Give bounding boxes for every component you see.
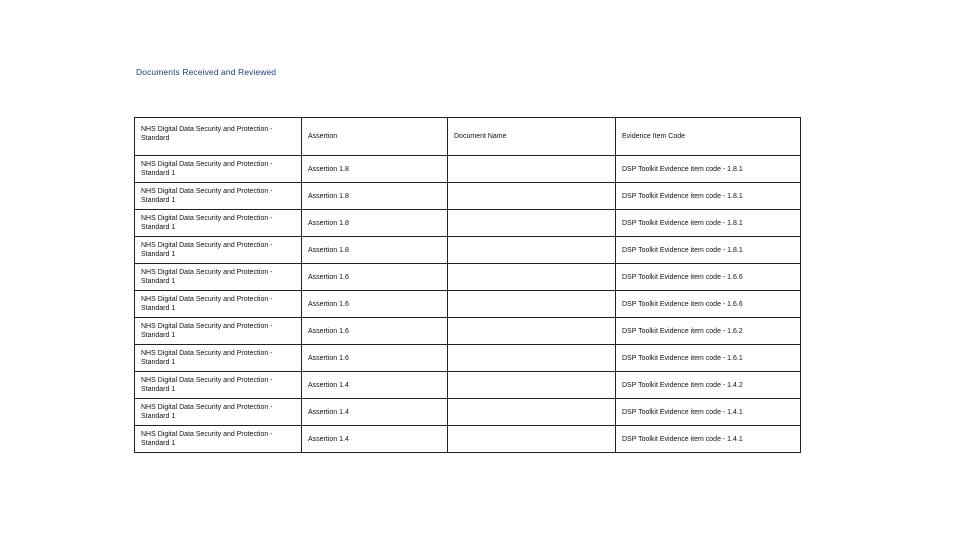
- cell-evidence-code: DSP Toolkit Evidence item code - 1.8.1: [616, 237, 801, 264]
- table-row: [135, 318, 801, 345]
- cell-document-name: [448, 426, 616, 453]
- cell-assertion: Assertion 1.4: [302, 426, 448, 453]
- table-row: [135, 264, 801, 291]
- cell-standard: NHS Digital Data Security and Protection - Standard 1: [135, 210, 302, 237]
- table-row: [135, 426, 801, 453]
- cell-assertion: Assertion 1.6: [302, 291, 448, 318]
- table-header-row: [135, 118, 801, 156]
- cell-evidence-code: DSP Toolkit Evidence item code - 1.6.1: [616, 345, 801, 372]
- table-row: [135, 237, 801, 264]
- cell-evidence-code: DSP Toolkit Evidence item code - 1.8.1: [616, 210, 801, 237]
- header-standard: NHS Digital Data Security and Protection - Standard: [135, 118, 302, 156]
- table-row: [135, 399, 801, 426]
- header-evidence-code: Evidence Item Code: [616, 118, 801, 156]
- cell-assertion: Assertion 1.6: [302, 345, 448, 372]
- cell-assertion: Assertion 1.8: [302, 156, 448, 183]
- table-row: [135, 210, 801, 237]
- cell-assertion: Assertion 1.6: [302, 264, 448, 291]
- cell-document-name: [448, 237, 616, 264]
- cell-standard: NHS Digital Data Security and Protection - Standard 1: [135, 264, 302, 291]
- cell-evidence-code: DSP Toolkit Evidence item code - 1.8.1: [616, 183, 801, 210]
- cell-evidence-code: DSP Toolkit Evidence item code - 1.4.1: [616, 426, 801, 453]
- cell-standard: NHS Digital Data Security and Protection - Standard 1: [135, 318, 302, 345]
- cell-assertion: Assertion 1.4: [302, 372, 448, 399]
- cell-document-name: [448, 372, 616, 399]
- cell-document-name: [448, 345, 616, 372]
- cell-document-name: [448, 318, 616, 345]
- cell-assertion: Assertion 1.8: [302, 210, 448, 237]
- cell-document-name: [448, 264, 616, 291]
- header-assertion: Assertion: [302, 118, 448, 156]
- cell-document-name: [448, 399, 616, 426]
- cell-assertion: Assertion 1.8: [302, 183, 448, 210]
- cell-assertion: Assertion 1.6: [302, 318, 448, 345]
- table-row: [135, 156, 801, 183]
- cell-standard: NHS Digital Data Security and Protection - Standard 1: [135, 372, 302, 399]
- cell-assertion: Assertion 1.4: [302, 399, 448, 426]
- header-document-name: Document Name: [448, 118, 616, 156]
- cell-standard: NHS Digital Data Security and Protection - Standard 1: [135, 399, 302, 426]
- cell-standard: NHS Digital Data Security and Protection - Standard 1: [135, 426, 302, 453]
- table-body: [135, 156, 801, 453]
- cell-document-name: [448, 183, 616, 210]
- cell-evidence-code: DSP Toolkit Evidence item code - 1.6.2: [616, 318, 801, 345]
- cell-evidence-code: DSP Toolkit Evidence item code - 1.6.6: [616, 291, 801, 318]
- cell-standard: NHS Digital Data Security and Protection - Standard 1: [135, 156, 302, 183]
- cell-document-name: [448, 210, 616, 237]
- cell-evidence-code: DSP Toolkit Evidence item code - 1.8.1: [616, 156, 801, 183]
- cell-evidence-code: DSP Toolkit Evidence item code - 1.4.2: [616, 372, 801, 399]
- table-row: [135, 291, 801, 318]
- table-row: [135, 183, 801, 210]
- cell-assertion: Assertion 1.8: [302, 237, 448, 264]
- cell-evidence-code: DSP Toolkit Evidence item code - 1.4.1: [616, 399, 801, 426]
- documents-table: [134, 117, 801, 453]
- table-row: [135, 345, 801, 372]
- cell-document-name: [448, 291, 616, 318]
- cell-standard: NHS Digital Data Security and Protection - Standard 1: [135, 345, 302, 372]
- cell-evidence-code: DSP Toolkit Evidence item code - 1.6.6: [616, 264, 801, 291]
- cell-standard: NHS Digital Data Security and Protection - Standard 1: [135, 183, 302, 210]
- cell-standard: NHS Digital Data Security and Protection - Standard 1: [135, 291, 302, 318]
- cell-standard: NHS Digital Data Security and Protection - Standard 1: [135, 237, 302, 264]
- cell-document-name: [448, 156, 616, 183]
- table-row: [135, 372, 801, 399]
- page-title: Documents Received and Reviewed: [136, 67, 277, 77]
